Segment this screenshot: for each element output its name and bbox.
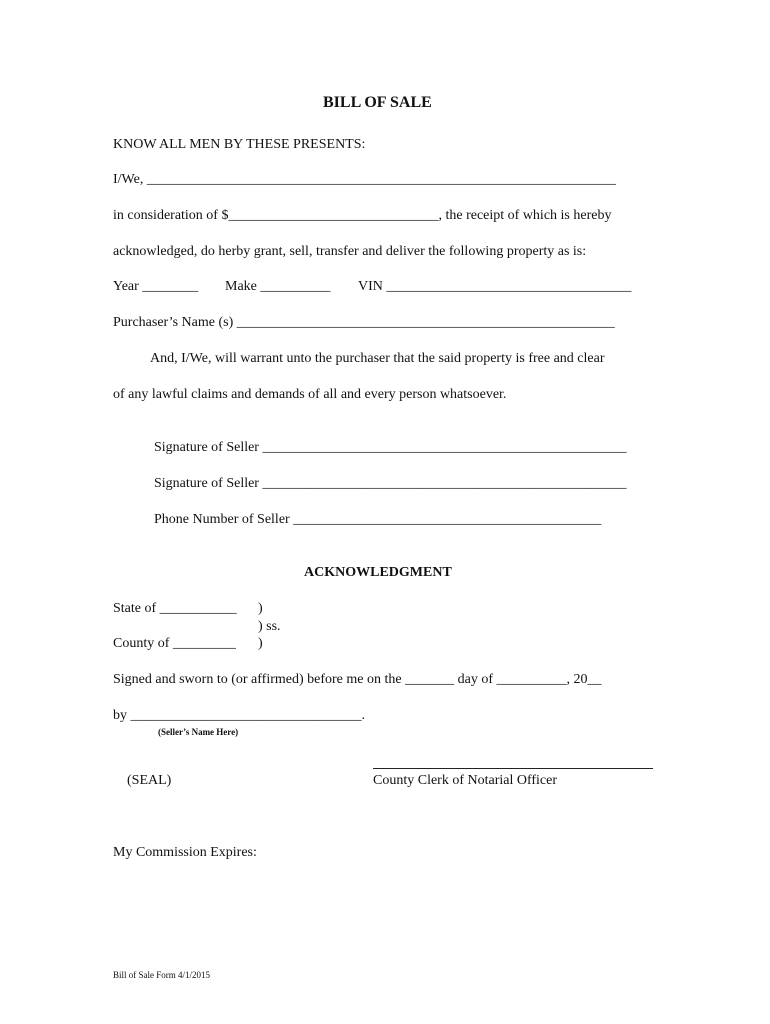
seller-signature-1: Signature of Seller ____________________________________________________	[154, 440, 627, 455]
commission-expires: My Commission Expires:	[113, 845, 257, 860]
sworn-line: Signed and sworn to (or affirmed) before me on the _______ day of __________, 20__	[113, 672, 602, 687]
warranty-text-1: And, I/We, will warrant unto the purchaser that the said property is free and clear	[150, 351, 605, 366]
seller-name-hint: (Seller’s Name Here)	[158, 727, 239, 737]
clerk-label: County Clerk of Notarial Officer	[373, 773, 558, 788]
seal-label: (SEAL)	[127, 773, 172, 788]
vin-field: VIN ___________________________________	[358, 279, 632, 294]
bracket-top: )	[258, 601, 263, 616]
document-title: BILL OF SALE	[323, 94, 432, 111]
ss-label: ) ss.	[258, 619, 281, 634]
bracket-bottom: )	[258, 636, 263, 651]
state-field: State of ___________	[113, 601, 237, 616]
make-field: Make __________	[225, 279, 331, 294]
iwe-line: I/We, ___________________________________________________________________	[113, 172, 616, 187]
seller-signature-2: Signature of Seller ____________________________________________________	[154, 476, 627, 491]
county-field: County of _________	[113, 636, 236, 651]
notary-signature-rule	[373, 768, 653, 769]
consideration-line: in consideration of $______________________________, the receipt of which is hereby	[113, 208, 612, 223]
by-line: by _________________________________.	[113, 708, 365, 723]
form-footer: Bill of Sale Form 4/1/2015	[113, 970, 211, 980]
acknowledgment-heading: ACKNOWLEDGMENT	[304, 565, 452, 580]
seller-phone-line: Phone Number of Seller ____________________________________________	[154, 512, 602, 527]
year-field: Year ________	[113, 279, 199, 294]
warranty-text-2: of any lawful claims and demands of all and every person whatsoever.	[113, 387, 507, 402]
purchaser-name-line: Purchaser’s Name (s) ______________________________________________________	[113, 315, 615, 330]
acknowledged-line: acknowledged, do herby grant, sell, transfer and deliver the following property as is:	[113, 244, 587, 259]
intro-text: KNOW ALL MEN BY THESE PRESENTS:	[113, 137, 366, 152]
